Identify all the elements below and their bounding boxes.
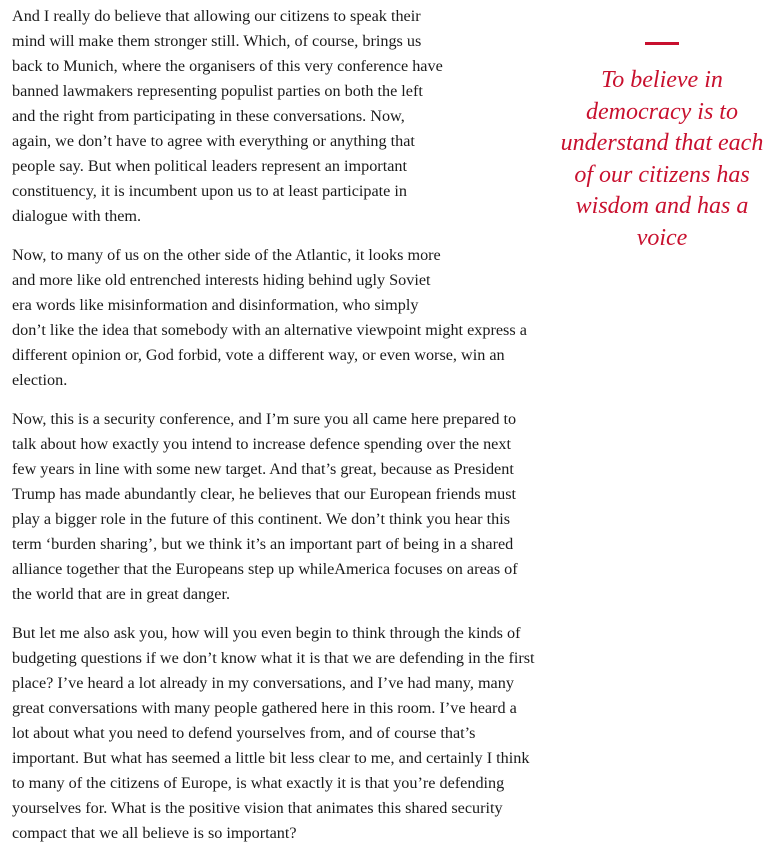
text-line: and the right from participating in these conversations. Now, (12, 107, 405, 125)
text-line: And I really do believe that allowing our citizens to speak their (12, 7, 421, 25)
text-line: yourselves for. What is the positive vision that animates this shared security (12, 799, 503, 817)
text-line: budgeting questions if we don’t know what it is that we are defending in the first (12, 649, 535, 667)
text-line: Now, to many of us on the other side of the Atlantic, it looks more (12, 246, 441, 264)
text-line: people say. But when political leaders represent an important (12, 157, 407, 175)
paragraph-2 (12, 243, 582, 393)
pull-quote-line: understand that each (560, 130, 764, 156)
pull-quote-line: To believe in (601, 67, 723, 93)
text-line: to many of the citizens of Europe, is what exactly it is that you’re defending (12, 774, 505, 792)
text-line: play a bigger role in the future of this continent. We don’t think you hear this (12, 510, 511, 528)
pull-quote-text (548, 65, 776, 254)
pull-quote-line: democracy is to (586, 98, 738, 125)
pull-quote-line: wisdom and has a (575, 193, 749, 219)
text-line: mind will make them stronger still. Which, of course, brings us (12, 32, 422, 50)
text-line: the world that are in great danger. (12, 585, 230, 603)
text-line: place? I’ve heard a lot already in my conversations, and I’ve had many, many (12, 674, 514, 692)
pull-quote-line: of our citizens has (574, 161, 750, 188)
text-line: Trump has made abundantly clear, he believes that our European friends must (12, 485, 517, 503)
article-body (12, 4, 582, 860)
text-line: great conversations with many people gathered here in this room. I’ve heard a (12, 699, 517, 717)
text-line: alliance together that the Europeans step up whileAmerica focuses on areas of (12, 560, 518, 578)
text-line: important. But what has seemed a little bit less clear to me, and certainly I think (12, 749, 530, 767)
text-line: But let me also ask you, how will you even begin to think through the kinds of (12, 624, 521, 642)
text-line: back to Munich, where the organisers of this very conference have (12, 57, 443, 75)
paragraph-1 (12, 4, 582, 229)
text-line: term ‘burden sharing’, but we think it’s an important part of being in a shared (12, 535, 514, 553)
text-line: lot about what you need to defend yourselves from, and of course that’s (12, 724, 476, 742)
paragraph-4 (12, 621, 582, 846)
text-line: again, we don’t have to agree with everything or anything that (12, 132, 415, 150)
text-line: era words like misinformation and disinformation, who simply (12, 296, 419, 314)
text-line: different opinion or, God forbid, vote a different way, or even worse, win an (12, 346, 505, 364)
text-line: constituency, it is incumbent upon us to at least participate in (12, 182, 408, 200)
text-line: don’t like the idea that somebody with an alternative viewpoint might express a (12, 321, 527, 339)
text-line: banned lawmakers representing populist parties on both the left (12, 82, 423, 100)
pull-quote-line: voice (636, 224, 688, 251)
text-line: election. (12, 371, 68, 389)
paragraph-3 (12, 407, 582, 607)
pull-quote (548, 42, 776, 254)
text-line: Now, this is a security conference, and I’m sure you all came here prepared to (12, 410, 517, 428)
text-line: talk about how exactly you intend to increase defence spending over the next (12, 435, 511, 453)
text-line: and more like old entrenched interests hiding behind ugly Soviet (12, 271, 431, 289)
pull-quote-rule (645, 42, 679, 45)
text-line: compact that we all believe is so important? (12, 824, 297, 842)
text-line: few years in line with some new target. And that’s great, because as President (12, 460, 514, 478)
text-line: dialogue with them. (12, 207, 142, 225)
